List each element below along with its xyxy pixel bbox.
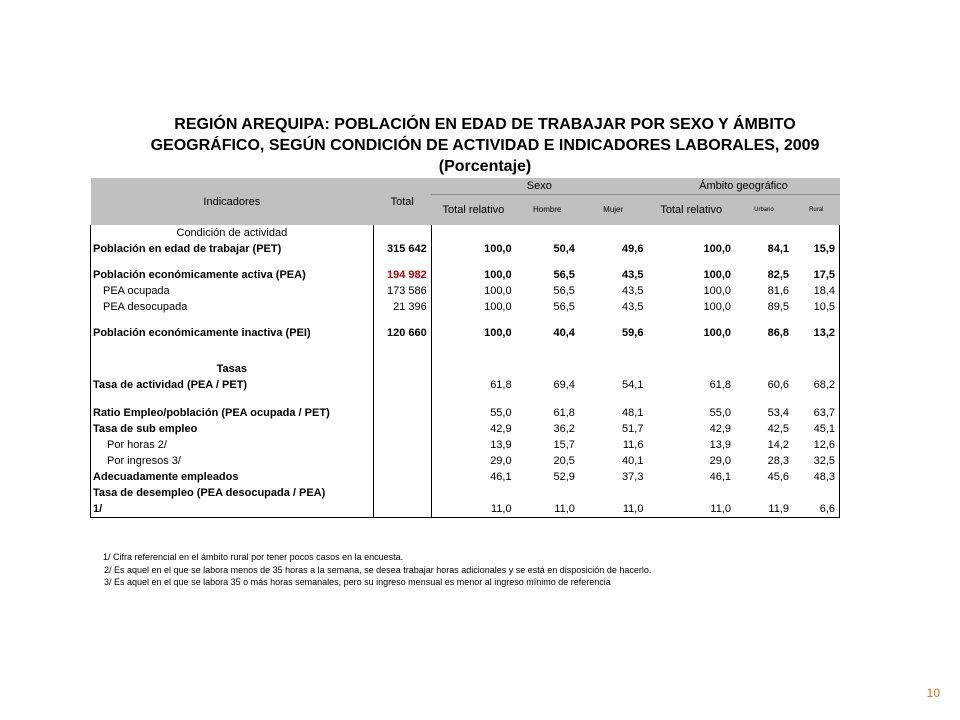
cell-rural: 48,3 [813, 471, 835, 483]
cell-total-relativo: 100,0 [484, 301, 512, 313]
cell-total [373, 453, 431, 469]
cell-mujer: 43,5 [622, 301, 644, 313]
section-row [91, 361, 840, 377]
cell-total: 194 982 [373, 267, 431, 283]
cell-urbano [735, 485, 793, 501]
cell-total-relativo-ambito: 46,1 [709, 471, 731, 483]
cell-mujer: 43,5 [622, 269, 644, 281]
cell-total [373, 421, 431, 437]
cell-urbano: 89,5 [767, 301, 790, 313]
cell-mujer: 11,0 [579, 501, 648, 518]
table-row [91, 283, 840, 299]
cell-hombre: 56,5 [553, 285, 575, 297]
table-row [91, 267, 840, 283]
cell-total-relativo: 13,9 [490, 439, 512, 451]
footnote-3: 3/ Es aquel en el que se labora 35 o más horas semanales, pero su ingreso mensual es menor al ingreso mínimo de referencia [104, 577, 611, 587]
cell-mujer: 49,6 [622, 243, 644, 255]
row-label: Población económicamente activa (PEA) [91, 267, 374, 283]
table-row [91, 299, 840, 315]
indicators-table [90, 178, 840, 518]
row-label: Tasa de sub empleo [91, 421, 374, 437]
cell-total-relativo: 55,0 [490, 407, 512, 419]
cell-hombre: 61,8 [553, 407, 575, 419]
cell-hombre: 15,7 [553, 439, 575, 451]
cell-mujer: 11,6 [622, 439, 644, 451]
cell-total: 173 586 [373, 283, 431, 299]
header-total-relativo-sexo: Total relativo [431, 195, 515, 226]
cell-total-relativo: 42,9 [490, 423, 512, 435]
cell-total-relativo-ambito: 100,0 [703, 327, 731, 339]
cell-total-relativo: 46,1 [490, 471, 512, 483]
cell-total-relativo-ambito: 11,0 [647, 501, 735, 518]
title-line-3: (Porcentaje) [438, 158, 532, 175]
cell-mujer: 48,1 [622, 407, 644, 419]
title-line-1: REGIÓN AREQUIPA: POBLACIÓN EN EDAD DE TRABAJAR POR SEXO Y ÁMBITO [174, 116, 796, 133]
row-label: Población en edad de trabajar (PET) [91, 241, 374, 257]
cell-hombre: 20,5 [553, 455, 575, 467]
cell-total-relativo: 61,8 [490, 379, 512, 391]
cell-urbano: 42,5 [767, 423, 790, 435]
cell-urbano: 53,4 [767, 407, 790, 419]
header-hombre: Hombre [516, 195, 579, 226]
cell-urbano: 86,8 [767, 327, 790, 339]
cell-total [373, 485, 431, 501]
cell-rural: 45,1 [813, 423, 835, 435]
cell-urbano: 60,6 [767, 379, 790, 391]
table-row [91, 241, 840, 257]
cell-urbano: 28,3 [767, 455, 790, 467]
cell-total-relativo-ambito: 61,8 [709, 379, 731, 391]
cell-rural: 13,2 [813, 327, 835, 339]
cell-total: 21 396 [373, 299, 431, 315]
cell-hombre [516, 485, 579, 501]
table-row [91, 469, 840, 485]
header-mujer: Mujer [579, 195, 648, 226]
cell-urbano: 45,6 [767, 471, 790, 483]
cell-rural: 63,7 [813, 407, 835, 419]
cell-rural: 12,6 [813, 439, 835, 451]
cell-hombre: 11,0 [516, 501, 579, 518]
cell-urbano: 84,1 [767, 243, 790, 255]
cell-total-relativo-ambito: 100,0 [703, 301, 731, 313]
header-urbano: Urbano [735, 195, 793, 226]
row-label: Tasa de desempleo (PEA desocupada / PEA) [91, 485, 374, 501]
cell-urbano: 81,6 [767, 285, 790, 297]
cell-rural: 18,4 [813, 285, 835, 297]
table-row [91, 437, 840, 453]
cell-rural: 6,6 [793, 501, 839, 518]
cell-total-relativo-ambito: 29,0 [709, 455, 731, 467]
cell-mujer: 59,6 [622, 327, 644, 339]
cell-mujer: 51,7 [622, 423, 644, 435]
cell-rural: 10,5 [813, 301, 835, 313]
table-row [91, 377, 840, 393]
cell-rural: 17,5 [813, 269, 835, 281]
cell-hombre: 36,2 [553, 423, 575, 435]
section-tasas: Tasas [91, 361, 374, 377]
cell-total: 120 660 [373, 325, 431, 341]
cell-hombre: 69,4 [553, 379, 575, 391]
cell-mujer: 43,5 [622, 285, 644, 297]
cell-total-relativo: 11,0 [431, 501, 515, 518]
footnotes [103, 551, 651, 589]
row-label: Ratio Empleo/población (PEA ocupada / PET) [91, 405, 374, 421]
table-row [91, 485, 840, 501]
table-row [91, 325, 840, 341]
cell-mujer: 40,1 [622, 455, 644, 467]
header-total: Total [373, 178, 431, 225]
cell-total-relativo-ambito: 100,0 [703, 243, 731, 255]
cell-mujer: 54,1 [622, 379, 644, 391]
header-ambito: Ámbito geográfico [647, 178, 839, 195]
cell-total [373, 501, 431, 518]
data-table-container [90, 178, 840, 518]
footnote-2: 2/ Es aquel en el que se labora menos de 35 horas a la semana, se desea trabajar horas adicionales y se está en disposición de hacerlo. [104, 564, 652, 575]
section-row [91, 225, 840, 241]
cell-hombre: 52,9 [553, 471, 575, 483]
cell-total-relativo-ambito: 100,0 [703, 285, 731, 297]
cell-hombre: 40,4 [553, 327, 575, 339]
cell-urbano: 14,2 [767, 439, 790, 451]
table-row [91, 421, 840, 437]
cell-mujer [579, 485, 648, 501]
header-rural: Rural [793, 195, 839, 226]
cell-total-relativo: 100,0 [484, 243, 512, 255]
row-label: Por ingresos 3/ [91, 453, 374, 469]
cell-rural: 15,9 [813, 243, 835, 255]
page-number: 10 [926, 686, 940, 700]
cell-rural: 32,5 [813, 455, 835, 467]
footnote-1: 1/ Cifra referencial en el ámbito rural por tener pocos casos en la encuesta. [103, 552, 404, 562]
cell-total-relativo-ambito: 100,0 [703, 269, 731, 281]
cell-hombre: 56,5 [553, 269, 575, 281]
row-label: Por horas 2/ [91, 437, 374, 453]
header-sexo: Sexo [431, 178, 647, 195]
cell-total [373, 377, 431, 393]
cell-total [373, 437, 431, 453]
cell-total-relativo-ambito [647, 485, 735, 501]
header-indicadores: Indicadores [91, 178, 374, 225]
cell-total [373, 469, 431, 485]
row-label: PEA ocupada [91, 283, 374, 299]
row-label: PEA desocupada [91, 299, 374, 315]
section-condicion: Condición de actividad [91, 225, 374, 241]
cell-urbano: 82,5 [767, 269, 790, 281]
row-label: Tasa de actividad (PEA / PET) [91, 377, 374, 393]
cell-total [373, 405, 431, 421]
cell-total-relativo-ambito: 42,9 [709, 423, 731, 435]
cell-total-relativo [431, 485, 515, 501]
cell-rural: 68,2 [813, 379, 835, 391]
page-title [90, 114, 880, 177]
cell-hombre: 56,5 [553, 301, 575, 313]
header-total-relativo-ambito: Total relativo [647, 195, 735, 226]
cell-total-relativo-ambito: 13,9 [709, 439, 731, 451]
cell-total-relativo-ambito: 55,0 [709, 407, 731, 419]
row-label: Adecuadamente empleados [91, 469, 374, 485]
table-row [91, 453, 840, 469]
cell-rural [793, 485, 839, 501]
cell-total-relativo: 100,0 [484, 327, 512, 339]
cell-total-relativo: 100,0 [484, 269, 512, 281]
cell-mujer: 37,3 [622, 471, 644, 483]
cell-total: 315 642 [373, 241, 431, 257]
cell-total-relativo: 100,0 [484, 285, 512, 297]
row-label: 1/ [91, 501, 374, 518]
title-line-2: GEOGRÁFICO, SEGÚN CONDICIÓN DE ACTIVIDAD E INDICADORES LABORALES, 2009 [150, 137, 820, 154]
row-label: Población económicamente inactiva (PEI) [91, 325, 374, 341]
table-row [91, 405, 840, 421]
cell-urbano: 11,9 [735, 501, 793, 518]
cell-total-relativo: 29,0 [490, 455, 512, 467]
table-row [91, 501, 840, 518]
cell-hombre: 50,4 [553, 243, 575, 255]
